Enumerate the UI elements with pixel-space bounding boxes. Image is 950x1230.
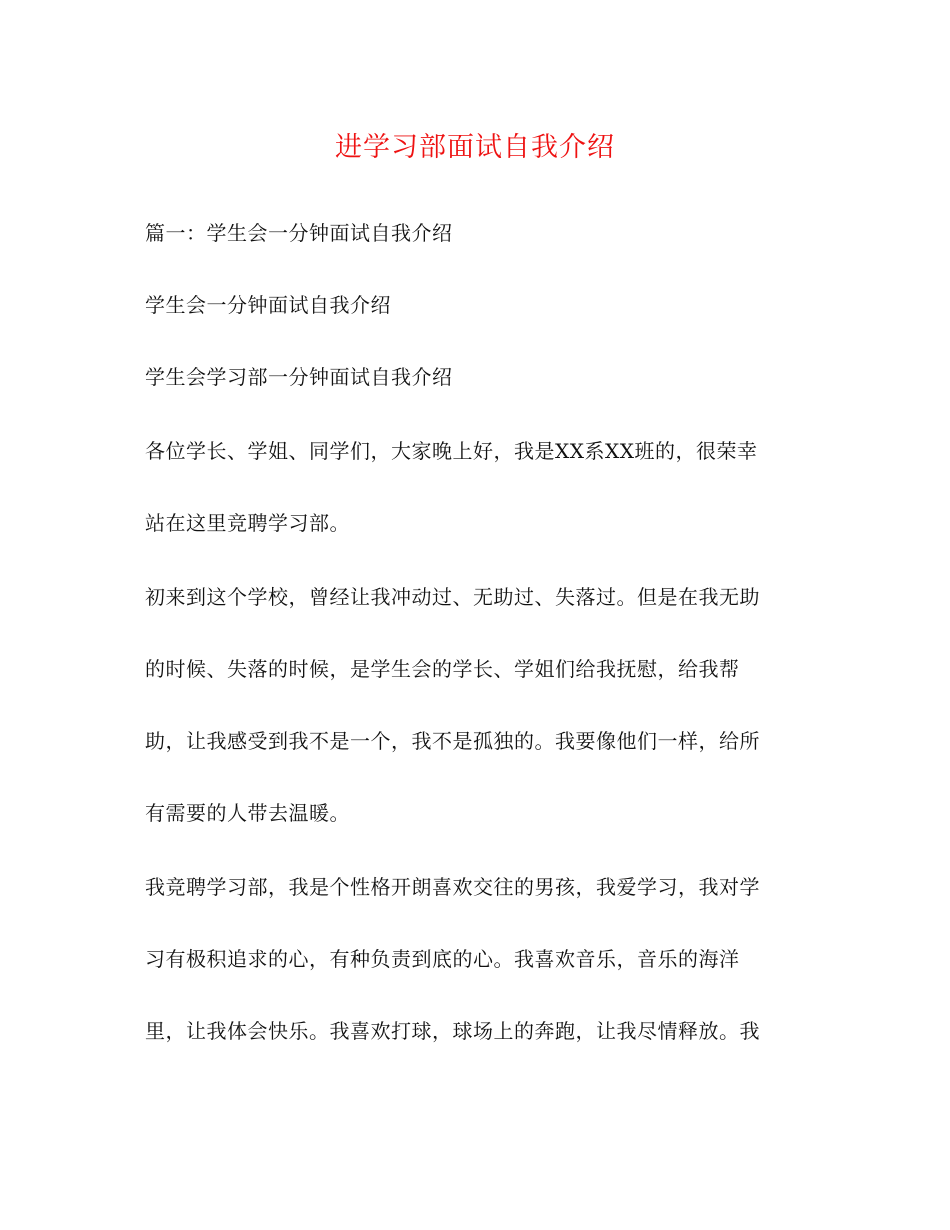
text-line: 学生会一分钟面试自我介绍 <box>145 293 391 317</box>
text-line: 有需要的人带去温暖。 <box>145 801 350 825</box>
text-line: 里，让我体会快乐。我喜欢打球，球场上的奔跑，让我尽情释放。我 <box>145 1019 760 1043</box>
text-line: 各位学长、学姐、同学们，大家晚上好，我是XX系XX班的，很荣幸 <box>145 439 758 463</box>
text-line: 站在这里竞聘学习部。 <box>145 511 350 535</box>
text-line: 助，让我感受到我不是一个，我不是孤独的。我要像他们一样，给所 <box>145 729 760 753</box>
text-line: 习有极积追求的心，有种负责到底的心。我喜欢音乐，音乐的海洋 <box>145 947 740 971</box>
text-line: 初来到这个学校，曾经让我冲动过、无助过、失落过。但是在我无助 <box>145 585 760 609</box>
text-line: 的时候、失落的时候，是学生会的学长、学姐们给我抚慰，给我帮 <box>145 657 740 681</box>
text-line: 我竞聘学习部，我是个性格开朗喜欢交往的男孩，我爱学习，我对学 <box>145 875 760 899</box>
text-line: 学生会学习部一分钟面试自我介绍 <box>145 365 453 389</box>
document-title: 进学习部面试自我介绍 <box>335 132 615 163</box>
text-line: 篇一：学生会一分钟面试自我介绍 <box>145 221 453 245</box>
